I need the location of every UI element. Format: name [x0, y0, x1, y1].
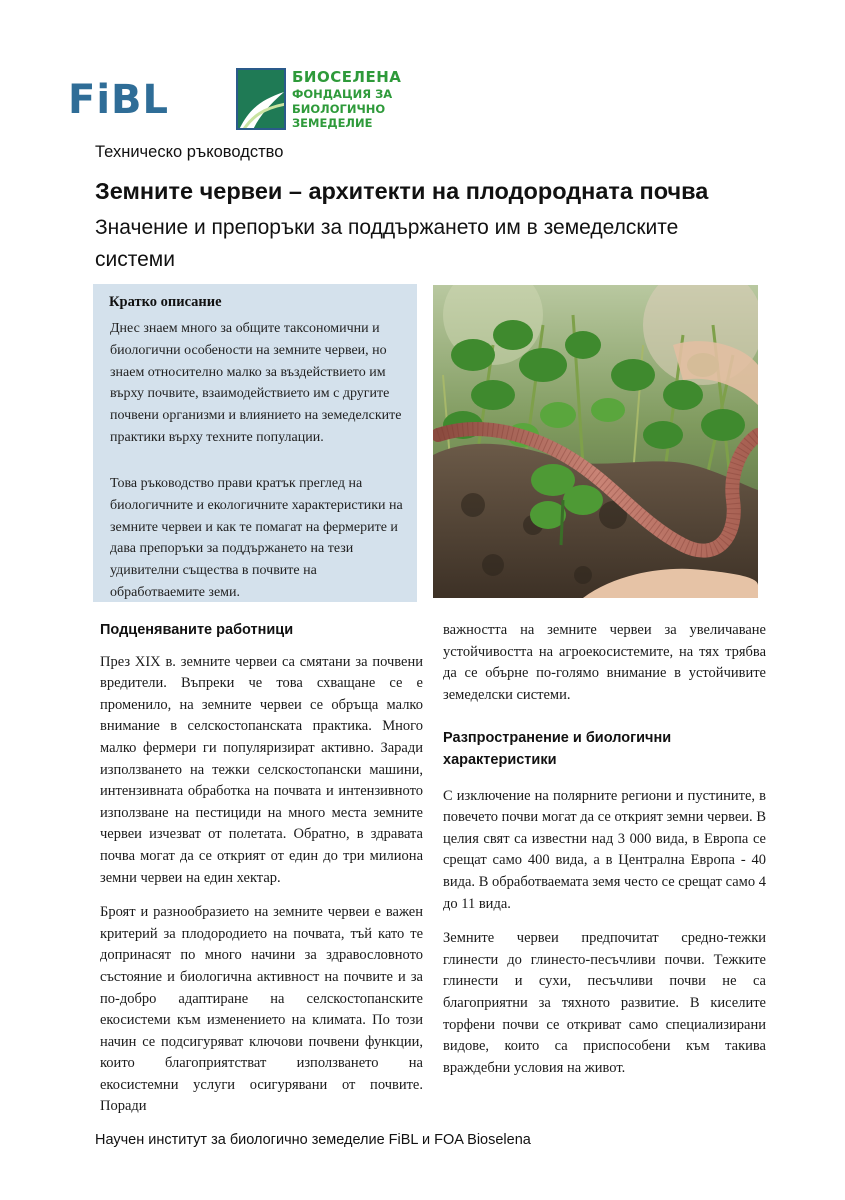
- body-paragraph: През XIX в. земните червеи са смятани за почвени вредители. Въпреки че това схващане се е променило, на земните червеи се обръща малко внимание в селскостопанската практика. Много малко фермери ги популяризират активно. Заради използването на тежки селскостопански машини, интензивната обработка на почвата и интензивното използване на пестициди на много места земните червеи изчезват от полетата. Обратно, в здравата почва могат да се открият от един до три милиона земни червеи на един хектар.: [100, 653, 423, 886]
- body-paragraph: важността на земните червеи за увеличаване устойчивостта на агроекосистемите, на тях трябва да се обърне по-голямо внимание в устойчивите земеделски системи.: [443, 622, 766, 703]
- page-title: Земните червеи – архитекти на плодородната почва: [95, 178, 709, 204]
- summary-paragraph: Това ръководство прави кратък преглед на биологичните и екологичните характеристики на земните червеи и как те помагат на фермерите и дава препоръки за поддържането на тези удивителни същества в почвите на обработваемите земи.: [110, 476, 403, 600]
- summary-title: Кратко описание: [109, 294, 222, 310]
- page-footer: Научен институт за биологично земеделие FiBL и FOA Bioselena: [95, 1132, 531, 1148]
- document-type: Техническо ръководство: [95, 143, 284, 161]
- bioselena-name: БИОСЕЛЕНА: [292, 68, 402, 86]
- summary-paragraph: Днес знаем много за общите таксономични и биологични особености на земните червеи, но знаем относително малко за въздействието им върху почвите, взаимодействието им с другите почвени организми и влиянието на земеделските практики върху техните популации.: [110, 321, 402, 445]
- section-heading: Разпространение и биологични характеристики: [443, 730, 672, 768]
- earthworm-photo: [433, 285, 758, 598]
- bioselena-subtitle: ФОНДАЦИЯ ЗА БИОЛОГИЧНО ЗЕМЕДЕЛИЕ: [292, 87, 393, 130]
- page-subtitle: Значение и препоръки за поддържането им в земеделските системи: [95, 216, 679, 271]
- section-heading: Подценяваните работници: [100, 622, 294, 638]
- body-paragraph: Земните червеи предпочитат средно-тежки глинести до глинесто-песъчливи почви. Тежките глинести и сухи, песъчливи почви не са благоприятни за тяхното развитие. В киселите торфени почви се откриват само специализирани видове, които са приспособени към такива враждебни условия на живот.: [443, 930, 766, 1076]
- bioselena-emblem-icon: [236, 68, 286, 130]
- left-column: [100, 620, 423, 1131]
- right-column: [443, 620, 766, 1092]
- fibl-logo: FiBL: [68, 77, 170, 123]
- summary-box: [93, 284, 417, 602]
- bioselena-logo: [236, 68, 411, 132]
- body-paragraph: Броят и разнообразието на земните червеи е важен критерий за плодородието на почвата, тъй като те допринасят по много начини за здравословното състояние и биологична активност на почвите и за по-добро адаптиране на селскостопанските екосистеми към изменението на климата. По този начин се подсигуряват ключови почвени функции, които благоприятстват използването на екосистемни услуги осигурявани от почвите. Поради: [100, 904, 423, 1115]
- body-paragraph: С изключение на полярните региони и пустините, в повечето почви могат да се открият земни червеи. В целия свят са известни над 3 000 вида, в Европа се срещат само 400 вида, а в Централна Европа - 40 вида. В обработваемата земя често се срещат само 4 до 11 вида.: [443, 787, 766, 912]
